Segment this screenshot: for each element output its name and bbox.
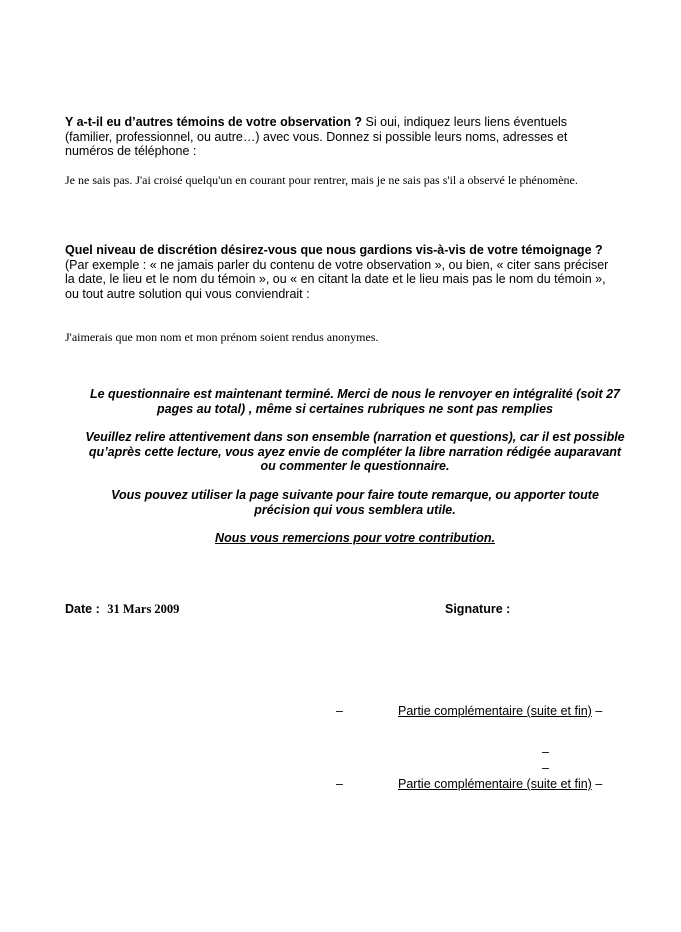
closing-paragraph-3: Vous pouvez utiliser la page suivante pour faire toute remarque, ou apporter toute précision qui vous semblera utile. bbox=[111, 488, 599, 517]
answer-witnesses: Je ne sais pas. J'ai croisé quelqu'un en courant pour rentrer, mais je ne sais pas s'il a observé le phénomène. bbox=[65, 173, 578, 187]
date-block bbox=[65, 602, 179, 617]
footer-dash-left-2: – bbox=[336, 777, 343, 791]
closing-thanks-text: Nous vous remercions pour votre contribution. bbox=[215, 531, 495, 545]
closing-paragraph-2: Veuillez relire attentivement dans son ensemble (narration et questions), car il est possible qu’après cette lecture, vous ayez envie de compléter la libre narration rédigée auparavant ou commenter le questionnaire. bbox=[85, 430, 625, 473]
question-witnesses bbox=[65, 115, 617, 159]
question-discretion-details: (Par exemple : « ne jamais parler du contenu de votre observation », ou bien, « citer sans préciser la date, le lieu et le nom du témoin », ou « en citant la date et le lieu mais pas le nom du témoin », ou tout autre solution qui vous conviendrait : bbox=[65, 257, 609, 301]
question-witnesses-details: Si oui, indiquez leurs liens éventuels (familier, professionnel, ou autre…) avec vous. Donnez si possible leurs noms, adresses et numéros de téléphone : bbox=[65, 115, 568, 158]
question-discretion bbox=[65, 243, 621, 301]
footer-dash-mid-2: – bbox=[542, 761, 549, 775]
footer-title-1-dash: – bbox=[595, 704, 603, 718]
footer-title-1-text: Partie complémentaire (suite et fin) bbox=[398, 704, 592, 718]
question-discretion-title: Quel niveau de discrétion désirez-vous que nous gardions vis-à-vis de votre témoignage ? bbox=[65, 243, 603, 257]
date-value: 31 Mars 2009 bbox=[107, 602, 180, 616]
closing-thanks bbox=[82, 531, 628, 546]
question-witnesses-title: Y a-t-il eu d’autres témoins de votre observation ? bbox=[65, 115, 363, 129]
footer-title-1 bbox=[398, 704, 602, 719]
signature-label: Signature : bbox=[445, 602, 511, 616]
footer-title-2-text: Partie complémentaire (suite et fin) bbox=[398, 777, 592, 791]
date-label: Date : bbox=[65, 602, 100, 616]
answer-discretion: J'aimerais que mon nom et mon prénom soient rendus anonymes. bbox=[65, 330, 379, 344]
footer-dash-mid-1: – bbox=[542, 745, 549, 759]
footer-title-2-dash: – bbox=[595, 777, 603, 791]
closing-paragraph-1: Le questionnaire est maintenant terminé. Merci de nous le renvoyer en intégralité (soit 27 pages au total) , même si certaines rubriques ne sont pas remplies bbox=[89, 387, 620, 416]
footer-dash-left-1: – bbox=[336, 704, 343, 718]
footer-title-2 bbox=[398, 777, 602, 792]
